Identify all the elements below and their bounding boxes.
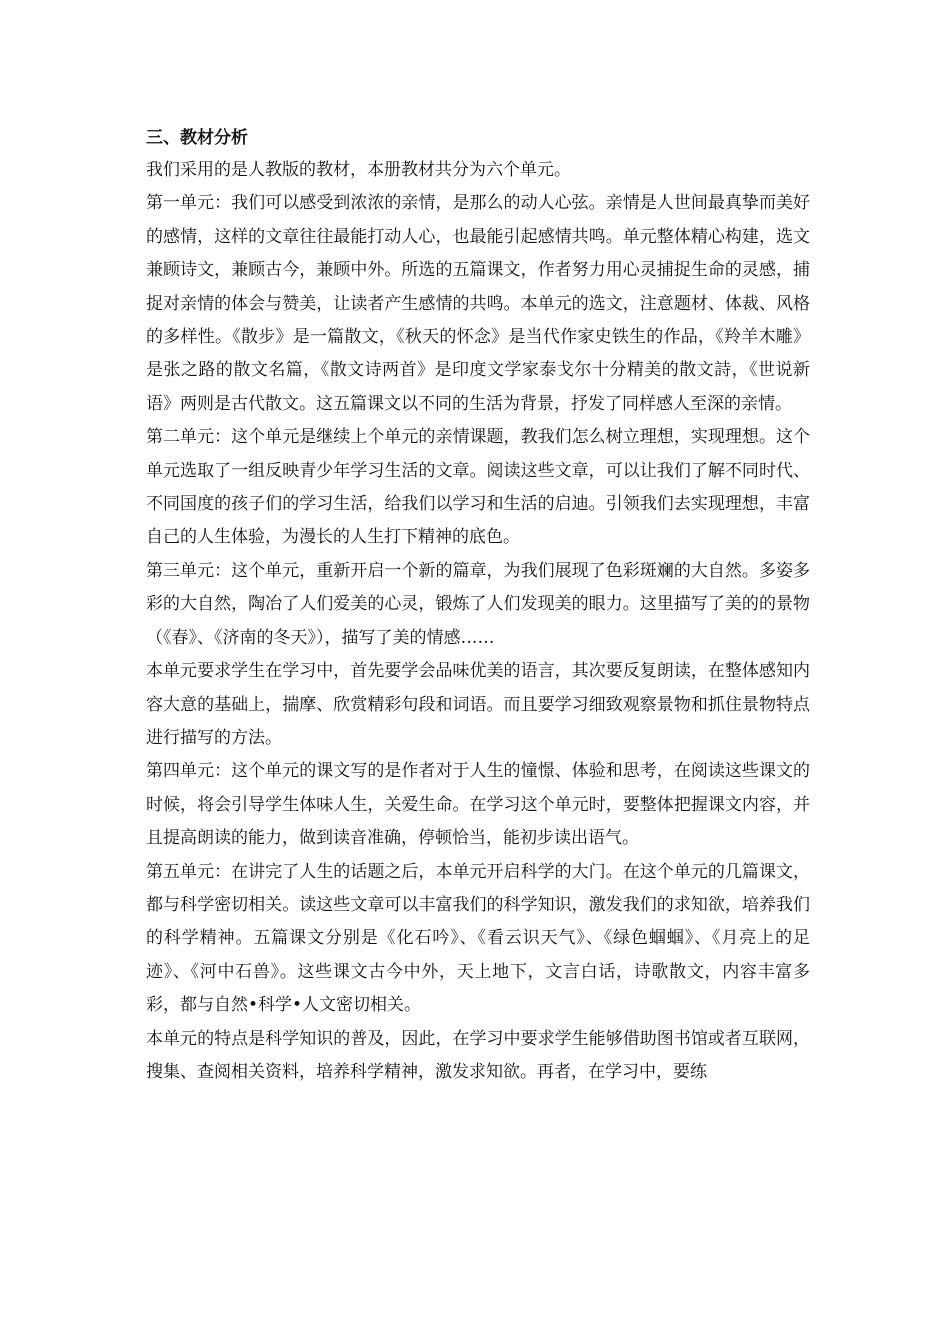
- unit-four-paragraph: 第四单元：这个单元的课文写的是作者对于人生的憧憬、体验和思考，在阅读这些课文的时候，将会引导学生体味人生，关爱生命。在学习这个单元时，要整体把握课文内容，并且提高朗读的能力，做到读音准确，停顿恰当，能初步读出语气。: [146, 761, 810, 849]
- unit-five-paragraph: 第五单元：在讲完了人生的话题之后，本单元开启科学的大门。在这个单元的几篇课文，都与科学密切相关。读这些文章可以丰富我们的科学知识，激发我们的求知欲，培养我们的科学精神。五篇课文分别是《化石吟》、《看云识天气》、《绿色蝈蝈》、《月亮上的足迹》、《河中石兽》。这些课文古今中外，天上地下，文言白话，诗歌散文，内容丰富多彩，都与自然•科学•人文密切相关。: [146, 861, 810, 1016]
- intro-paragraph: 我们采用的是人教版的教材，本册教材共分为六个单元。: [146, 160, 571, 180]
- unit-two-paragraph: 第二单元：这个单元是继续上个单元的亲情课题，教我们怎么树立理想，实现理想。这个单元选取了一组反映青少年学习生活的文章。阅读这些文章，可以让我们了解不同时代、不同国度的孩子们的学习生活，给我们以学习和生活的启迪。引领我们去实现理想，丰富自己的人生体验，为漫长的人生打下精神的底色。: [146, 427, 810, 548]
- unit-one-paragraph: 第一单元：我们可以感受到浓浓的亲情，是那么的动人心弦。亲情是人世间最真挚而美好的感情，这样的文章往往最能打动人心，也最能引起感情共鸣。单元整体精心构建，选文兼顾诗文，兼顾古今，兼顾中外。所选的五篇课文，作者努力用心灵捕捉生命的灵感，捕捉对亲情的体会与赞美，让读者产生感情的共鸣。本单元的选文，注意题材、体裁、风格的多样性。《散步》是一篇散文，《秋天的怀念》是当代作家史铁生的作品，《羚羊木雕》是张之路的散文名篇，《散文诗两首》是印度文学家泰戈尔十分精美的散文詩，《世说新语》两则是古代散文。这五篇课文以不同的生活为背景，抒发了同样感人至深的亲情。: [146, 193, 810, 414]
- section-heading: 三、教材分析: [146, 128, 248, 148]
- unit-three-requirements-paragraph: 本单元要求学生在学习中，首先要学会品味优美的语言，其次要反复朗读，在整体感知内容大意的基础上，揣摩、欣赏精彩句段和词语。而且要学习细致观察景物和抓住景物特点进行描写的方法。: [146, 661, 810, 748]
- document-page: [146, 122, 810, 1089]
- unit-three-paragraph: 第三单元：这个单元，重新开启一个新的篇章，为我们展现了色彩斑斓的大自然。多姿多彩的大自然，陶冶了人们爱美的心灵，锻炼了人们发现美的眼力。这里描写了美的的景物（《春》、《济南的冬天》），描写了美的情感……: [146, 560, 810, 648]
- unit-five-features-paragraph: 本单元的特点是科学知识的普及，因此，在学习中要求学生能够借助图书馆或者互联网，搜集、查阅相关资料，培养科学精神，激发求知欲。再者，在学习中，要练: [146, 1028, 810, 1082]
